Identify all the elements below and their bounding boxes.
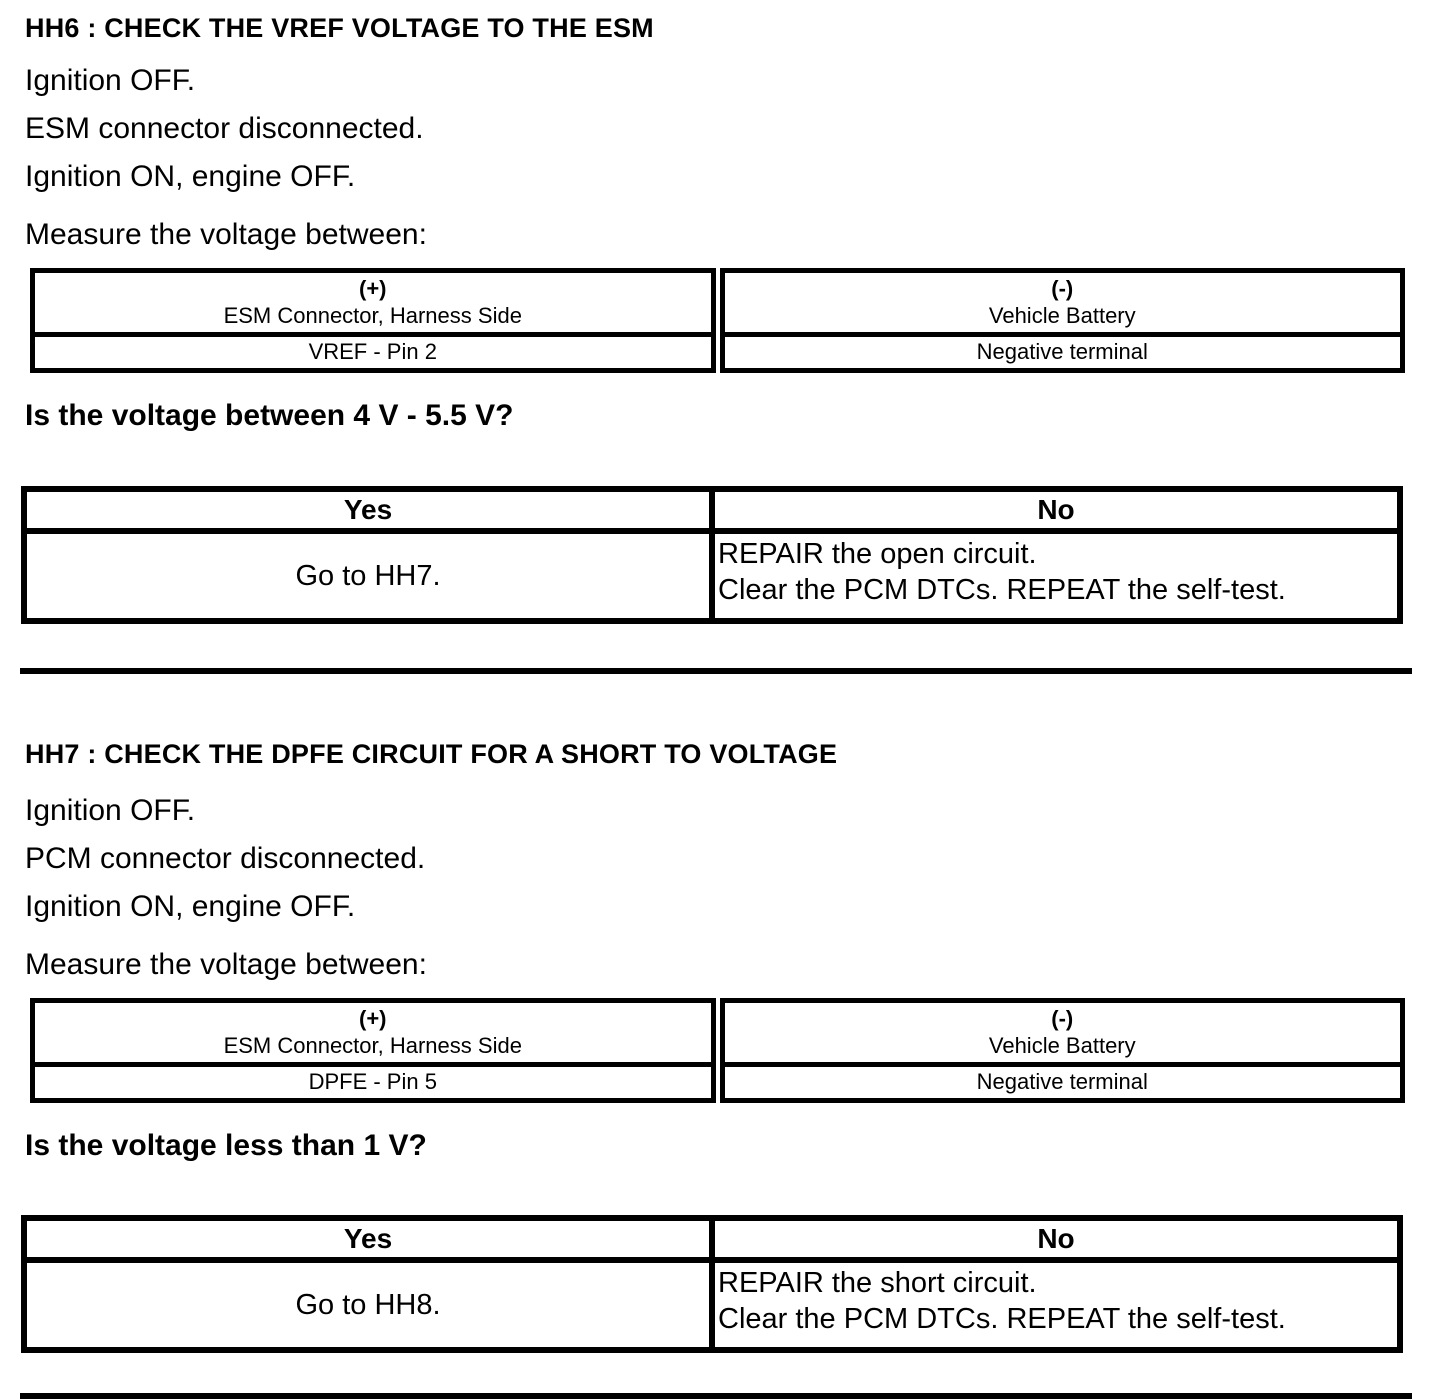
positive-symbol: (+) xyxy=(359,1006,387,1031)
positive-pin-value: DPFE - Pin 5 xyxy=(308,1069,437,1094)
positive-connector-label: ESM Connector, Harness Side xyxy=(223,1033,522,1058)
negative-connector-label: Vehicle Battery xyxy=(988,1033,1136,1058)
section-divider xyxy=(20,1393,1412,1399)
diagnostic-procedure-page xyxy=(0,12,1456,1400)
yes-column-header: Yes xyxy=(24,489,712,531)
positive-connector-label: ESM Connector, Harness Side xyxy=(223,303,522,328)
positive-symbol: (+) xyxy=(359,276,387,301)
negative-lead-header xyxy=(725,1003,1401,1067)
no-action-line: REPAIR the open circuit. xyxy=(718,538,1037,570)
procedure-step: Ignition ON, engine OFF. xyxy=(25,160,356,193)
measure-intro: Measure the voltage between: xyxy=(25,218,427,251)
negative-connector-label: Vehicle Battery xyxy=(988,303,1136,328)
procedure-step: PCM connector disconnected. xyxy=(25,842,426,875)
yes-action-cell: Go to HH7. xyxy=(24,531,712,621)
no-action-line: REPAIR the short circuit. xyxy=(718,1267,1037,1299)
no-column-header: No xyxy=(712,1218,1400,1260)
no-action-line: Clear the PCM DTCs. REPEAT the self-test. xyxy=(718,574,1286,606)
procedure-step: Ignition OFF. xyxy=(25,64,196,97)
no-column-header: No xyxy=(712,489,1400,531)
negative-terminal-value: Negative terminal xyxy=(976,339,1148,364)
procedure-step: Ignition ON, engine OFF. xyxy=(25,890,356,923)
positive-pin-value: VREF - Pin 2 xyxy=(308,339,437,364)
no-action-cell xyxy=(712,531,1400,621)
measurement-table xyxy=(30,268,1405,373)
yes-no-result-table xyxy=(21,1215,1403,1353)
decision-question: Is the voltage less than 1 V? xyxy=(25,1129,427,1162)
positive-lead-box xyxy=(30,268,716,373)
yes-column-header: Yes xyxy=(24,1218,712,1260)
measurement-table xyxy=(30,998,1405,1103)
negative-symbol: (-) xyxy=(1051,1006,1074,1031)
yes-action-cell: Go to HH8. xyxy=(24,1260,712,1350)
no-action-line: Clear the PCM DTCs. REPEAT the self-test. xyxy=(718,1303,1286,1335)
negative-terminal-value: Negative terminal xyxy=(976,1069,1148,1094)
negative-lead-header xyxy=(725,273,1401,337)
no-action-cell xyxy=(712,1260,1400,1350)
section-hh7 xyxy=(0,738,1456,1353)
section-hh6 xyxy=(0,12,1456,624)
positive-lead-header xyxy=(35,273,711,337)
procedure-step: Ignition OFF. xyxy=(25,794,196,827)
negative-symbol: (-) xyxy=(1051,276,1074,301)
positive-lead-box xyxy=(30,998,716,1103)
section-divider xyxy=(20,668,1412,674)
procedure-step: ESM connector disconnected. xyxy=(25,112,424,145)
measure-intro: Measure the voltage between: xyxy=(25,948,427,981)
section-heading-hh7: HH7 : CHECK THE DPFE CIRCUIT FOR A SHORT TO VOLTAGE xyxy=(25,739,838,769)
negative-lead-box xyxy=(720,998,1406,1103)
positive-lead-header xyxy=(35,1003,711,1067)
section-heading-hh6: HH6 : CHECK THE VREF VOLTAGE TO THE ESM xyxy=(25,13,654,43)
decision-question: Is the voltage between 4 V - 5.5 V? xyxy=(25,399,514,432)
yes-no-result-table xyxy=(21,486,1403,624)
negative-lead-box xyxy=(720,268,1406,373)
